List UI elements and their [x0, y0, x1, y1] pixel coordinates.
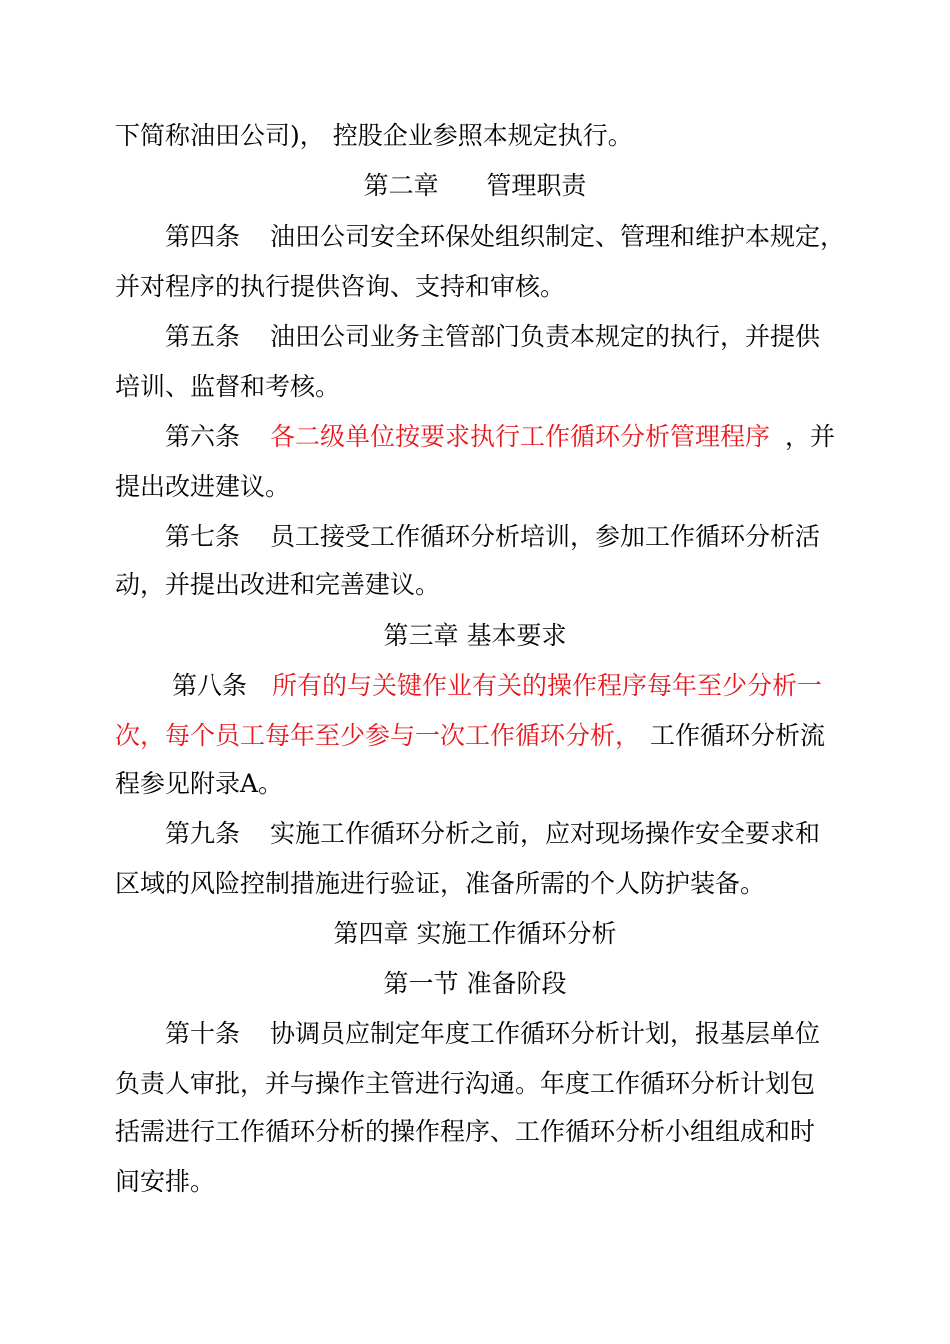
article-text: 协调员应制定年度工作循环分析计划，报基层单位 [270, 1019, 821, 1048]
text-line: 下简称油田公司)， 控股企业参照本规定执行。 [115, 121, 633, 150]
chapter-heading-2 [0, 170, 950, 202]
section-heading-1 [0, 968, 950, 1000]
article-text: 间安排。 [115, 1167, 216, 1196]
article-label: 第六条 [165, 422, 241, 451]
article-text: 油田公司安全环保处组织制定、管理和维护本规定， [270, 222, 846, 251]
article-text: 负责人审批，并与操作主管进行沟通。年度工作循环分析计划包 [115, 1069, 816, 1098]
article-text: 实施工作循环分析之前，应对现场操作安全要求和 [270, 819, 821, 848]
article-text: 员工接受工作循环分析培训，参加工作循环分析活 [270, 522, 821, 551]
article-text: 括需进行工作循环分析的操作程序、工作循环分析小组组成和时 [115, 1117, 816, 1146]
chapter-title: 第二章 管理职责 [363, 171, 587, 200]
article-text: 提出改进建议。 [115, 472, 291, 501]
article-text: 区域的风险控制措施进行验证，准备所需的个人防护装备。 [115, 869, 766, 898]
article-label: 第九条 [165, 819, 241, 848]
article-text: 并对程序的执行提供咨询、支持和审核。 [115, 272, 566, 301]
article-label: 第四条 [165, 222, 241, 251]
article-text: 程参见附录A。 [115, 769, 284, 798]
article-text-highlighted: 所有的与关键作业有关的操作程序每年至少分析一 [272, 671, 823, 700]
article-label: 第十条 [165, 1019, 241, 1048]
chapter-heading-4 [0, 918, 950, 950]
article-text: 工作循环分析流 [650, 721, 826, 750]
article-text-highlighted: 各二级单位按要求执行工作循环分析管理程序 [270, 422, 771, 451]
article-label: 第七条 [165, 522, 241, 551]
article-text-highlighted: 次，每个员工每年至少参与一次工作循环分析， [115, 721, 641, 750]
article-text: 培训、监督和考核。 [115, 372, 341, 401]
chapter-title: 第三章 基本要求 [383, 621, 567, 650]
article-label: 第五条 [165, 322, 241, 351]
article-text: ，并 [785, 422, 836, 451]
section-title: 第一节 准备阶段 [383, 969, 567, 998]
article-text: 动，并提出改进和完善建议。 [115, 570, 441, 599]
article-text: 油田公司业务主管部门负责本规定的执行，并提供 [270, 322, 821, 351]
article-label: 第八条 [172, 671, 248, 700]
chapter-title: 第四章 实施工作循环分析 [333, 919, 617, 948]
chapter-heading-3 [0, 620, 950, 652]
